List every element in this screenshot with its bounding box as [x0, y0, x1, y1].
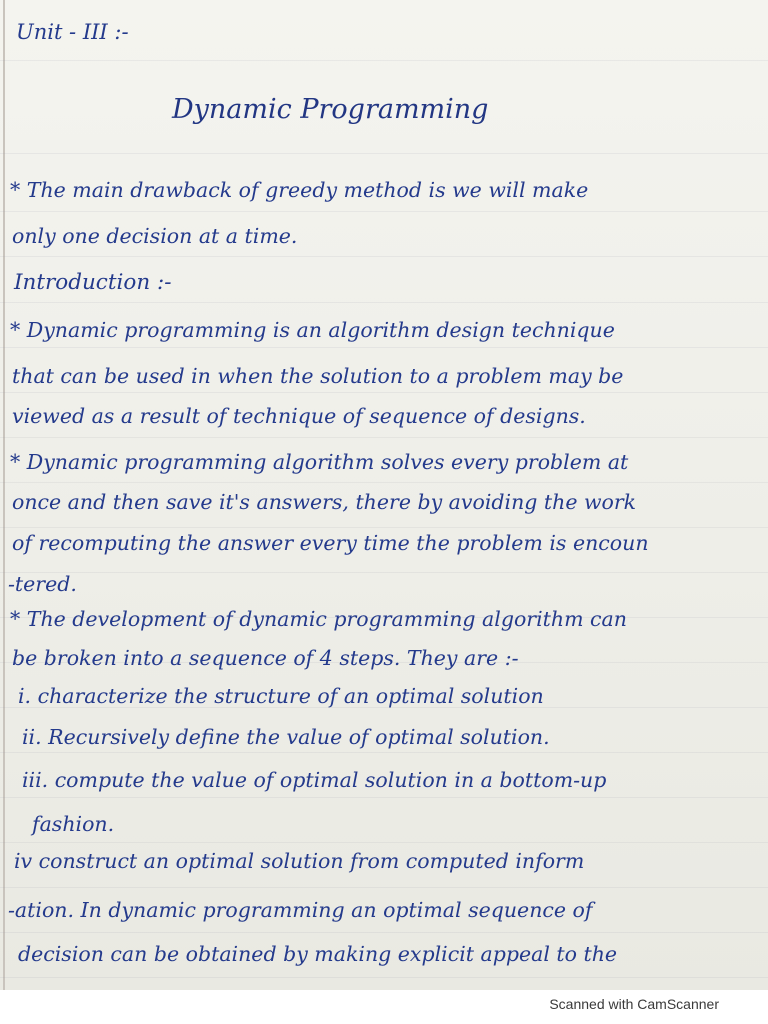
ruled-line: [0, 392, 768, 393]
note-line: * The main drawback of greedy method is we will make: [10, 178, 589, 202]
ruled-line: [0, 256, 768, 257]
note-line: * Dynamic programming algorithm solves every problem at: [10, 450, 629, 474]
note-line: decision can be obtained by making explicit appeal to the: [18, 942, 618, 966]
ruled-line: [0, 977, 768, 978]
ruled-line: [0, 302, 768, 303]
ruled-line: [0, 347, 768, 348]
note-line: iii. compute the value of optimal solution in a bottom-up: [22, 768, 607, 792]
note-line: viewed as a result of technique of sequence of designs.: [12, 404, 586, 428]
note-line: once and then save it's answers, there by avoiding the work: [12, 490, 637, 514]
note-line: i. characterize the structure of an optimal solution: [18, 684, 544, 708]
ruled-line: [0, 60, 768, 61]
scanner-watermark: Scanned with CamScanner: [549, 996, 719, 1012]
note-line: * Dynamic programming is an algorithm design technique: [10, 318, 615, 342]
note-line: * The development of dynamic programming algorithm can: [10, 607, 627, 631]
page-title: Dynamic Programming: [172, 94, 489, 125]
section-heading: Introduction :-: [14, 270, 172, 295]
ruled-line: [0, 752, 768, 753]
note-line: ii. Recursively define the value of optimal solution.: [22, 725, 550, 749]
note-line: fashion.: [32, 812, 115, 836]
note-line: of recomputing the answer every time the problem is encoun: [12, 531, 649, 555]
ruled-line: [0, 527, 768, 528]
ruled-line: [0, 932, 768, 933]
note-line: be broken into a sequence of 4 steps. They are :-: [12, 646, 519, 670]
ruled-line: [0, 842, 768, 843]
unit-header: Unit - III :-: [16, 20, 129, 44]
ruled-line: [0, 887, 768, 888]
ruled-line: [0, 437, 768, 438]
ruled-line: [0, 153, 768, 154]
note-line: -ation. In dynamic programming an optimal sequence of: [8, 898, 593, 922]
ruled-line: [0, 211, 768, 212]
ruled-line: [0, 797, 768, 798]
note-line: only one decision at a time.: [12, 224, 298, 248]
note-line: iv construct an optimal solution from computed inform: [14, 849, 585, 873]
ruled-line: [0, 482, 768, 483]
ruled-line: [0, 572, 768, 573]
note-line: that can be used in when the solution to a problem may be: [12, 364, 624, 388]
scanner-footer: [0, 990, 768, 1024]
note-line: -tered.: [8, 572, 77, 596]
